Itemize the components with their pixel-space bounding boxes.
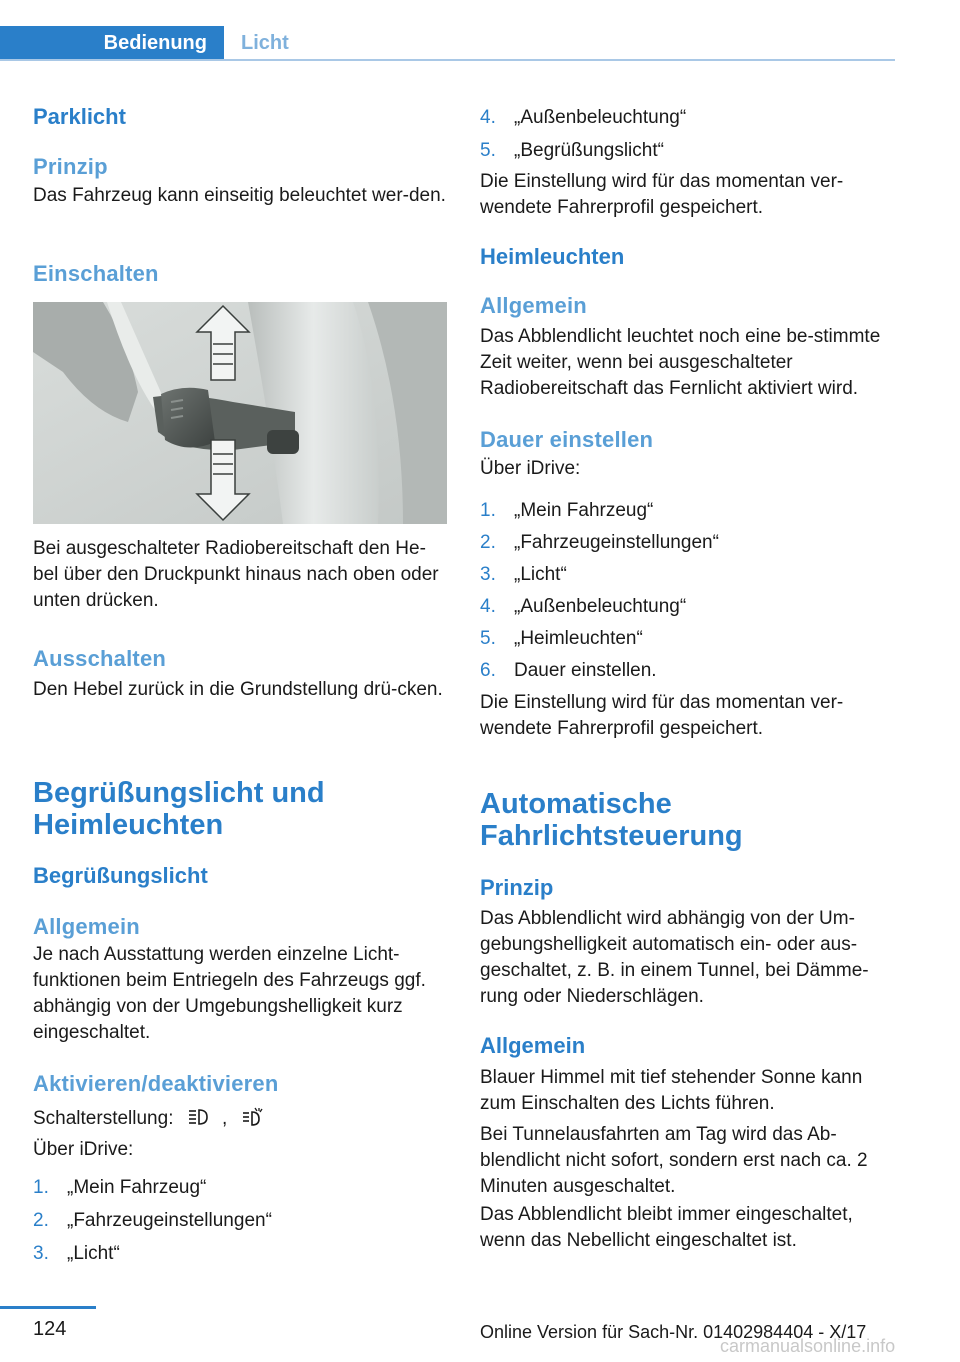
- list-number: 4.: [480, 107, 496, 128]
- schalter-label: Schalterstellung:: [33, 1108, 174, 1129]
- allgemein2-p1: Blauer Himmel mit tief stehender Sonne kann zum Einschalten des Lichts führen.: [480, 1067, 863, 1114]
- prinzip-text-right: Das Abblendlicht wird abhängig von der Um-gebungshelligkeit automatisch ein- oder aus-geschaltet, z. B. in einem Tunnel, bei Dämme-rung oder Niederschlägen.: [480, 908, 869, 1007]
- section-heading-begruessung: Begrüßungslicht und Heimleuchten: [33, 777, 325, 841]
- list-number: 5.: [480, 628, 496, 649]
- list-text: „Mein Fahrzeug“: [67, 1177, 207, 1198]
- list-text: „Heimleuchten“: [514, 628, 643, 649]
- list-text: „Fahrzeugeinstellungen“: [514, 532, 719, 553]
- heading-begruessungslicht: Begrüßungslicht: [33, 863, 208, 888]
- list-number: 2.: [480, 532, 496, 553]
- list-text: „Außenbeleuchtung“: [514, 596, 687, 617]
- list-number: 3.: [33, 1243, 49, 1264]
- auto-headlight-icon: [241, 1107, 263, 1127]
- tab-licht[interactable]: Licht: [241, 31, 289, 54]
- page-number: 124: [33, 1318, 67, 1340]
- heading-parklicht: Parklicht: [33, 104, 126, 129]
- list-item: [33, 1175, 453, 1208]
- list-number: 2.: [33, 1210, 49, 1231]
- heading-prinzip-right: Prinzip: [480, 875, 554, 900]
- lever-drawing: [33, 302, 447, 524]
- idrive-list-left: [33, 1175, 453, 1274]
- heading-allgemein2: Allgemein: [480, 1033, 586, 1058]
- footer-divider: [0, 1306, 96, 1309]
- list-item: [480, 562, 900, 594]
- list-text: „Außenbeleuchtung“: [514, 107, 687, 128]
- saved-text-2: Die Einstellung wird für das momentan ver-wendete Fahrerprofil gespeichert.: [480, 692, 844, 739]
- watermark: carmanualsonline.info: [720, 1336, 896, 1356]
- list-text: „Licht“: [514, 564, 567, 585]
- heading-allgemein-right: Allgemein: [480, 293, 587, 318]
- list-number: 1.: [33, 1177, 49, 1198]
- saved-text-1: Die Einstellung wird für das momentan ver-wendete Fahrerprofil gespeichert.: [480, 171, 844, 218]
- allgemein-text-left: Je nach Ausstattung werden einzelne Licht-funktionen beim Entriegeln des Fahrzeugs ggf. abhängig von der Umgebungshelligkeit kurz eingeschaltet.: [33, 944, 426, 1043]
- schalterstellung-line: [33, 1106, 453, 1132]
- list-item: [480, 138, 900, 171]
- idrive-label-left: Über iDrive:: [33, 1139, 134, 1160]
- heading-prinzip: Prinzip: [33, 154, 108, 179]
- list-item: [480, 105, 900, 138]
- online-version-text: Online Version für Sach-Nr. 01402984404 - X/17: [480, 1322, 867, 1342]
- page-header: [0, 0, 895, 62]
- prinzip-text: Das Fahrzeug kann einseitig beleuchtet wer-den.: [33, 185, 446, 206]
- list-text: „Begrüßungslicht“: [514, 140, 664, 161]
- list-item: [33, 1241, 453, 1274]
- section-heading-fahrlicht: Automatische Fahrlichtsteuerung: [480, 788, 743, 852]
- ausschalten-text: Den Hebel zurück in die Grundstellung drü-cken.: [33, 679, 443, 700]
- list-item: [480, 626, 900, 658]
- idrive-label-right: Über iDrive:: [480, 458, 581, 479]
- allgemein2-p3: Das Abblendlicht bleibt immer eingeschaltet, wenn das Nebellicht eingeschaltet ist.: [480, 1204, 853, 1251]
- heading-heimleuchten: Heimleuchten: [480, 244, 625, 269]
- einschalten-text: Bei ausgeschalteter Radiobereitschaft den He-bel über den Druckpunkt hinaus nach oben oder unten drücken.: [33, 538, 439, 611]
- list-number: 1.: [480, 500, 496, 521]
- list-item: [480, 498, 900, 530]
- list-text: „Licht“: [67, 1243, 120, 1264]
- list-number: 6.: [480, 660, 496, 681]
- idrive-list-right: [480, 498, 900, 690]
- heading-dauer: Dauer einstellen: [480, 427, 654, 452]
- list-number: 3.: [480, 564, 496, 585]
- allgemein-text-right: Das Abblendlicht leuchtet noch eine be-stimmte Zeit weiter, wenn bei ausgeschalteter Radiobereitschaft das Fernlicht aktiviert wird.: [480, 326, 881, 399]
- list-item: [480, 658, 900, 690]
- list-item: [480, 594, 900, 626]
- list-item: [33, 1208, 453, 1241]
- list-text: Dauer einstellen.: [514, 660, 657, 681]
- lever-illustration: [33, 302, 447, 524]
- heading-aktivieren: Aktivieren/deaktivieren: [33, 1071, 279, 1096]
- heading-allgemein-left: Allgemein: [33, 914, 140, 939]
- list-number: 5.: [480, 140, 496, 161]
- list-item: [480, 530, 900, 562]
- list-text: „Mein Fahrzeug“: [514, 500, 654, 521]
- low-beam-auto-icon: [187, 1107, 209, 1127]
- list-text: „Fahrzeugeinstellungen“: [67, 1210, 272, 1231]
- allgemein2-p2: Bei Tunnelausfahrten am Tag wird das Ab-blendlicht nicht sofort, sondern erst nach ca. 2 Minuten ausgeschaltet.: [480, 1124, 868, 1197]
- schalter-separator: ,: [222, 1108, 228, 1129]
- heading-einschalten: Einschalten: [33, 261, 159, 286]
- header-divider: [0, 59, 895, 61]
- heading-ausschalten: Ausschalten: [33, 646, 167, 671]
- list-number: 4.: [480, 596, 496, 617]
- tab-bedienung[interactable]: Bedienung: [0, 26, 224, 60]
- list-top-right: [480, 105, 900, 171]
